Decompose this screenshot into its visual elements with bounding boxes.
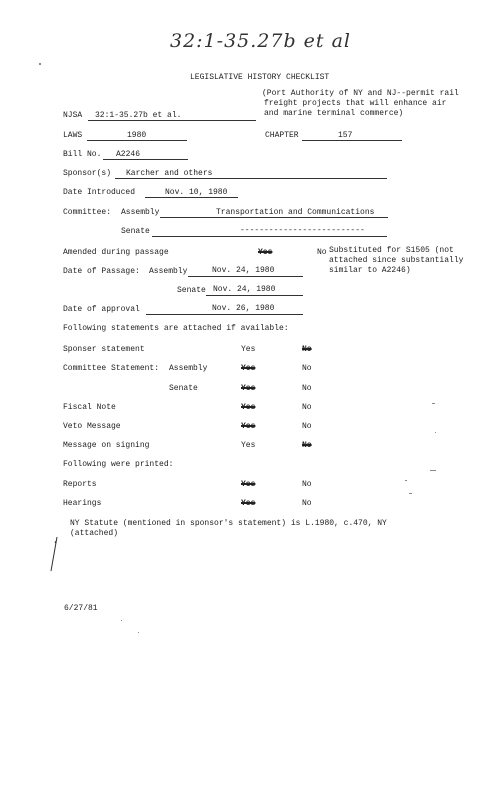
page-title: LEGISLATIVE HISTORY CHECKLIST [190,73,330,82]
statement-committee-label: Committee Statement: [63,364,160,373]
statement-veto-label: Veto Message [63,422,121,431]
committee-label: Committee: [63,208,112,217]
approval-value: Nov. 26, 1980 [212,304,275,313]
amended-yes: Yes [258,248,273,257]
statement-committee-senate-yes: Yes [241,384,256,393]
passage-senate-value: Nov. 24, 1980 [213,285,276,294]
scan-speck [430,470,436,471]
passage-assembly-value: Nov. 24, 1980 [212,266,275,275]
scan-speck [435,432,436,433]
scan-speck [405,480,407,481]
chapter-value: 157 [338,131,353,140]
substituted-note-line-1: Substituted for S1505 (not [329,246,454,255]
njsa-label: NJSA [63,111,83,120]
printed-hearings-label: Hearings [63,499,102,508]
statement-fiscal-label: Fiscal Note [63,403,116,412]
committee-assembly-label: Assembly [121,208,160,217]
committee-senate-label: Senate [121,227,150,236]
attached-heading: Following statements are attached if available: [63,324,289,333]
statement-sponsor-yes: Yes [241,345,256,354]
ny-statute-line-2: (attached) [70,529,119,538]
printed-hearings-no: No [302,499,312,508]
amended-no: No [317,248,327,257]
passage-assembly-underline [188,276,303,277]
sponsors-value: Karcher and others [126,169,213,178]
statement-veto-yes: Yes [241,422,256,431]
date-introduced-label: Date Introduced [63,188,136,197]
chapter-label: CHAPTER [265,131,299,140]
approval-underline [146,314,303,315]
sponsors-label: Sponsor(s) [63,169,112,178]
statement-committee-senate-no: No [302,384,312,393]
statement-sponsor-no: No [302,345,312,354]
amended-label: Amended during passage [63,248,169,257]
bill-label: Bill No. [63,150,102,159]
port-note-line-2: freight projects that will enhance air [264,99,447,108]
statement-fiscal-yes: Yes [241,403,256,412]
statement-committee-senate: Senate [169,384,198,393]
printed-heading: Following were printed: [63,460,174,469]
scan-speck [121,620,122,621]
njsa-value: 32:1-35.27b et al. [95,111,182,120]
statement-signing-label: Message on signing [63,441,150,450]
port-note-line-1: (Port Authority of NY and NJ--permit rail [262,89,459,98]
date-footer: 6/27/81 [64,604,98,613]
passage-assembly-label: Assembly [149,267,188,276]
printed-reports-label: Reports [63,480,97,489]
laws-value: 1980 [127,131,147,140]
handwritten-statute-number: 32:1-35.27b et al [170,30,352,52]
scan-speck [39,63,41,65]
statement-sponsor-label: Sponser statement [63,345,145,354]
passage-senate-underline [206,295,303,296]
laws-label: LAWS [63,131,83,140]
printed-reports-no: No [302,480,312,489]
committee-assembly-value: Transportation and Communications [216,208,375,217]
statement-committee-assembly: Assembly [169,364,208,373]
approval-label: Date of approval [63,305,140,314]
passage-label: Date of Passage: [63,267,140,276]
statement-veto-no: No [302,422,312,431]
scan-speck [138,632,139,633]
committee-senate-value: -------------------------- [240,226,365,235]
bill-value: A2246 [116,150,141,159]
printed-hearings-yes: Yes [241,499,256,508]
statement-committee-assembly-no: No [302,364,312,373]
statement-committee-assembly-yes: Yes [241,364,256,373]
statement-fiscal-no: No [302,403,312,412]
margin-pen-mark [48,535,60,575]
ny-statute-line-1: NY Statute (mentioned in sponsor's statement) is L.1980, c.470, NY [70,519,387,528]
substituted-note-line-3: similar to A2246) [329,266,411,275]
passage-senate-label: Senate [177,286,206,295]
substituted-note-line-2: attached since substantially [329,256,464,265]
scan-speck [432,403,435,404]
printed-reports-yes: Yes [241,480,256,489]
committee-senate-underline [152,236,387,237]
port-note-line-3: and marine terminal commerce) [264,109,404,118]
date-introduced-value: Nov. 10, 1980 [165,188,228,197]
statement-signing-no: No [302,441,312,450]
scan-speck [409,493,412,494]
statement-signing-yes: Yes [241,441,256,450]
